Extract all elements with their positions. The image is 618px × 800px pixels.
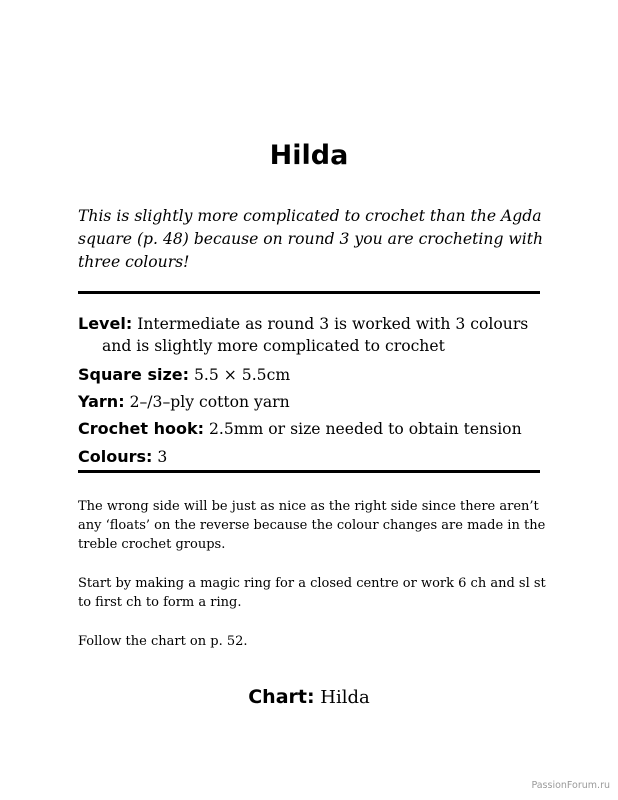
spec-yarn-value: 2–/3–ply cotton yarn: [129, 393, 290, 411]
spec-colours: [78, 446, 548, 468]
spec-colours-label: Colours:: [78, 447, 153, 466]
spec-square-size-value: 5.5 × 5.5cm: [194, 366, 291, 384]
paragraph-wrong-side: The wrong side will be just as nice as the right side since there aren’t any ‘floats’ on the reverse because the colour changes are made in the treble crochet groups.: [78, 499, 546, 552]
spec-level: [78, 313, 550, 357]
spec-crochet-hook: [78, 418, 548, 440]
bottom-divider: [78, 470, 540, 473]
spec-level-label: Level:: [78, 314, 133, 333]
paragraph-follow-chart: Follow the chart on p. 52.: [78, 634, 248, 649]
chart-heading-label: Chart:: [248, 686, 315, 708]
spec-crochet-hook-label: Crochet hook:: [78, 419, 204, 438]
spec-crochet-hook-value: 2.5mm or size needed to obtain tension: [208, 420, 522, 438]
chart-heading-value: Hilda: [320, 687, 370, 708]
top-divider: [78, 291, 540, 294]
paragraph-start: Start by making a magic ring for a closed centre or work 6 ch and sl st to first ch to form a ring.: [78, 576, 546, 610]
spec-level-value: Intermediate as round 3 is worked with 3 colours and is slightly more complicated to crochet: [102, 315, 529, 355]
chart-heading: [0, 684, 618, 711]
intro-text: This is slightly more complicated to crochet than the Agda square (p. 48) because on round 3 you are crocheting with three colours!: [78, 207, 544, 271]
spec-yarn: [78, 391, 548, 413]
spec-square-size-label: Square size:: [78, 365, 190, 384]
spec-square-size: [78, 364, 548, 386]
watermark: PassionForum.ru: [531, 780, 610, 791]
spec-colours-value: 3: [157, 448, 168, 466]
spec-yarn-label: Yarn:: [78, 392, 125, 411]
page-title: Hilda: [269, 140, 349, 171]
